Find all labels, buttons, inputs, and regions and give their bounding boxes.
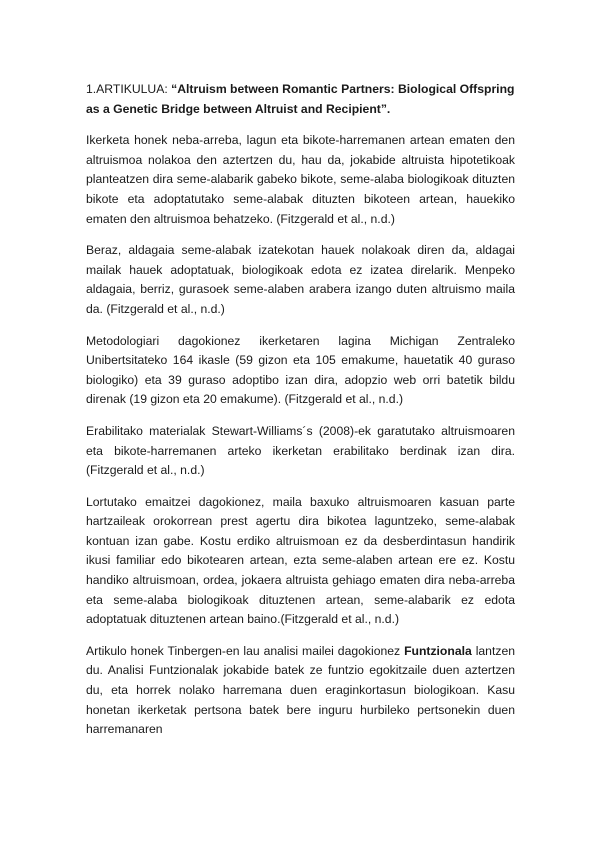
paragraph-methodology: Metodologiari dagokionez ikerketaren lagina Michigan Zentraleko Unibertsitateko 164 ikasle (59 gizon eta 105 emakume, hauetatik 40 guraso biologiko) eta 39 guraso adoptibo izan dira, adopzio web orri batetik bildu direnak (19 gizon eta 20 emakume). (Fitzgerald et al., n.d.) [86, 333, 515, 407]
paragraph-analysis [86, 642, 515, 740]
document-body [86, 80, 515, 752]
article-title: “Altruism between Romantic Partners: Biological Offspring as a Genetic Bridge between Altruist and Recipient”. [86, 82, 515, 116]
analysis-text-after: lantzen du. Analisi Funtzionalak jokabide batek ze funtzio egokitzaile duen aztertzen du, eta horrek nolako harremana duen eraginkortasun biologikoan. Kasu honetan ikerketak pertsona batek bere inguru hurbileko pertsonekin duen harremanaren [86, 643, 515, 737]
analysis-text-before: Artikulo honek Tinbergen-en lau analisi mailei dagokionez [86, 643, 405, 658]
paragraph-materials: Erabilitako materialak Stewart-Williams´s (2008)-ek garatutako altruismoaren eta bikote-harremanen arteko ikerketan erabilitako berdinak izan dira. (Fitzgerald et al., n.d.) [86, 423, 515, 478]
paragraph-variables: Beraz, aldagaia seme-alabak izatekotan hauek nolakoak diren da, aldagai mailak hauek adoptatuak, biologikoak edota ez izatea direlarik. Menpeko aldagaia, berriz, gurasoek seme-alaben arabera izango duten altruismo maila da. (Fitzgerald et al., n.d.) [86, 243, 515, 316]
analysis-functional-term: Funtzionala [404, 643, 472, 658]
paragraph-results: Lortutako emaitzei dagokionez, maila baxuko altruismoaren kasuan parte hartzaileak orokorrean prest agertu dira bikotea laguntzeko, seme-alabak kontuan izan gabe. Kostu erdiko altruismoan ez da desberdintasun handirik ikusi familiar edo bikotearen artean, ezta seme-alaben artean ere ez. Kostu handiko altruismoan, ordea, jokaera altruista gehiago ematen dira neba-arreba eta seme-alaba biologikoak dituztenen artean, seme-alabarik ez edota adoptatuak dituztenen artean baino.(Fitzgerald et al., n.d.) [86, 494, 515, 627]
paragraph-introduction: Ikerketa honek neba-arreba, lagun eta bikote-harremanen artean ematen den altruismoa nolakoa den aztertzen du, hau da, jokabide altruista hipotetikoak planteatzen dira seme-alabarik gabeko bikote, seme-alaba biologikoak dituzten bikote eta adoptatutako seme-alabak dituzten bikoteen artean, hauekiko ematen den altruismoa behatzeko. (Fitzgerald et al., n.d.) [86, 133, 515, 226]
article-heading [86, 80, 515, 119]
article-number: 1.ARTIKULUA: [86, 82, 172, 96]
